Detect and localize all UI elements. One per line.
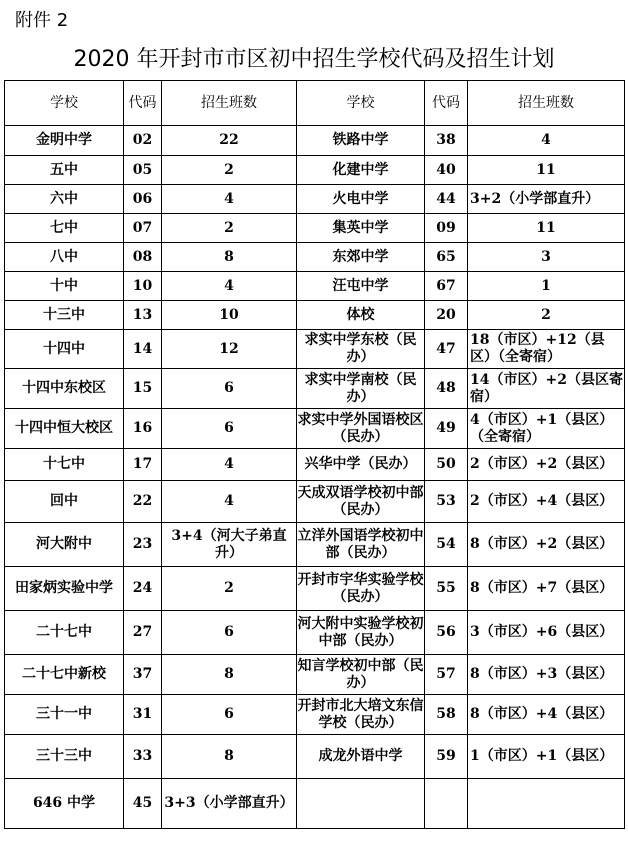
plan-cell: 2 <box>162 214 297 243</box>
code-cell: 02 <box>124 126 162 156</box>
school-cell: 河大附中 <box>5 523 124 567</box>
table-row <box>5 369 625 409</box>
plan-cell: 4 <box>162 449 297 481</box>
code-cell: 55 <box>425 567 468 611</box>
plan-cell: 6 <box>162 409 297 449</box>
code-cell: 47 <box>425 330 468 369</box>
code-cell: 27 <box>124 611 162 655</box>
school-cell: 火电中学 <box>297 185 425 214</box>
code-cell: 67 <box>425 272 468 301</box>
plan-cell: 2（市区）+4（县区） <box>468 481 625 523</box>
table-row <box>5 695 625 735</box>
table-row <box>5 243 625 272</box>
code-cell: 44 <box>425 185 468 214</box>
school-cell: 五中 <box>5 156 124 185</box>
plan-cell: 6 <box>162 695 297 735</box>
school-cell: 回中 <box>5 481 124 523</box>
header-school-right: 学校 <box>297 81 425 126</box>
table-row <box>5 185 625 214</box>
header-code-right: 代码 <box>425 81 468 126</box>
school-cell: 十三中 <box>5 301 124 330</box>
code-cell: 33 <box>124 735 162 779</box>
plan-cell: 12 <box>162 330 297 369</box>
header-school-left: 学校 <box>5 81 124 126</box>
code-cell: 50 <box>425 449 468 481</box>
code-cell: 45 <box>124 779 162 829</box>
plan-cell: 8（市区）+2（县区） <box>468 523 625 567</box>
table-row <box>5 449 625 481</box>
code-cell <box>425 779 468 829</box>
table-row <box>5 779 625 829</box>
plan-cell: 4 <box>162 185 297 214</box>
school-cell: 金明中学 <box>5 126 124 156</box>
code-cell: 06 <box>124 185 162 214</box>
code-cell: 65 <box>425 243 468 272</box>
plan-cell: 3+4（河大子弟直升） <box>162 523 297 567</box>
plan-cell: 3+2（小学部直升） <box>468 185 625 214</box>
school-cell: 成龙外语中学 <box>297 735 425 779</box>
code-cell: 48 <box>425 369 468 409</box>
plan-cell: 4（市区）+1（县区）（全寄宿） <box>468 409 625 449</box>
table-row <box>5 156 625 185</box>
header-plan-left: 招生班数 <box>162 81 297 126</box>
plan-cell: 10 <box>162 301 297 330</box>
plan-cell: 8（市区）+3（县区） <box>468 655 625 695</box>
school-cell: 开封市宇华实验学校（民办） <box>297 567 425 611</box>
school-cell: 汪屯中学 <box>297 272 425 301</box>
code-cell: 53 <box>425 481 468 523</box>
code-cell: 22 <box>124 481 162 523</box>
plan-cell: 18（市区）+12（县区）（全寄宿） <box>468 330 625 369</box>
code-cell: 24 <box>124 567 162 611</box>
code-cell: 58 <box>425 695 468 735</box>
code-cell: 23 <box>124 523 162 567</box>
code-cell: 13 <box>124 301 162 330</box>
table-row <box>5 126 625 156</box>
school-cell: 六中 <box>5 185 124 214</box>
school-cell <box>297 779 425 829</box>
plan-cell: 1（市区）+1（县区） <box>468 735 625 779</box>
header-plan-right: 招生班数 <box>468 81 625 126</box>
code-cell: 54 <box>425 523 468 567</box>
code-cell: 37 <box>124 655 162 695</box>
plan-cell: 4 <box>162 272 297 301</box>
plan-cell: 3+3（小学部直升） <box>162 779 297 829</box>
code-cell: 14 <box>124 330 162 369</box>
plan-cell: 8 <box>162 243 297 272</box>
plan-cell: 8 <box>162 655 297 695</box>
code-cell: 10 <box>124 272 162 301</box>
school-cell: 集英中学 <box>297 214 425 243</box>
plan-cell: 8 <box>162 735 297 779</box>
school-cell: 十中 <box>5 272 124 301</box>
code-cell: 05 <box>124 156 162 185</box>
table-row <box>5 655 625 695</box>
code-cell: 08 <box>124 243 162 272</box>
plan-cell: 22 <box>162 126 297 156</box>
plan-cell: 8（市区）+4（县区） <box>468 695 625 735</box>
plan-cell: 2（市区）+2（县区） <box>468 449 625 481</box>
code-cell: 49 <box>425 409 468 449</box>
school-cell: 十四中恒大校区 <box>5 409 124 449</box>
code-cell: 57 <box>425 655 468 695</box>
table-row <box>5 567 625 611</box>
table-row <box>5 330 625 369</box>
school-cell: 田家炳实验中学 <box>5 567 124 611</box>
plan-cell: 14（市区）+2（县区寄宿） <box>468 369 625 409</box>
code-cell: 15 <box>124 369 162 409</box>
table-row <box>5 272 625 301</box>
plan-cell: 6 <box>162 369 297 409</box>
school-cell: 体校 <box>297 301 425 330</box>
table-row <box>5 301 625 330</box>
plan-cell: 6 <box>162 611 297 655</box>
table-row <box>5 735 625 779</box>
school-cell: 求实中学外国语校区（民办） <box>297 409 425 449</box>
school-cell: 三十三中 <box>5 735 124 779</box>
plan-cell: 3（市区）+6（县区） <box>468 611 625 655</box>
plan-cell: 11 <box>468 156 625 185</box>
school-cell: 铁路中学 <box>297 126 425 156</box>
school-cell: 兴华中学（民办） <box>297 449 425 481</box>
school-cell: 知言学校初中部（民办） <box>297 655 425 695</box>
school-cell: 十四中 <box>5 330 124 369</box>
plan-cell: 8（市区）+7（县区） <box>468 567 625 611</box>
plan-cell: 2 <box>162 156 297 185</box>
code-cell: 17 <box>124 449 162 481</box>
table-row <box>5 481 625 523</box>
code-cell: 09 <box>425 214 468 243</box>
table-row <box>5 611 625 655</box>
code-cell: 07 <box>124 214 162 243</box>
plan-cell: 2 <box>468 301 625 330</box>
code-cell: 59 <box>425 735 468 779</box>
code-cell: 40 <box>425 156 468 185</box>
code-cell: 20 <box>425 301 468 330</box>
school-cell: 646 中学 <box>5 779 124 829</box>
plan-cell: 4 <box>468 126 625 156</box>
table-row <box>5 214 625 243</box>
code-cell: 56 <box>425 611 468 655</box>
school-cell: 三十一中 <box>5 695 124 735</box>
school-cell: 东郊中学 <box>297 243 425 272</box>
code-cell: 16 <box>124 409 162 449</box>
header-code-left: 代码 <box>124 81 162 126</box>
school-cell: 天成双语学校初中部（民办） <box>297 481 425 523</box>
plan-cell: 11 <box>468 214 625 243</box>
attachment-label: 附件 2 <box>15 10 69 31</box>
table-row <box>5 409 625 449</box>
plan-cell: 2 <box>162 567 297 611</box>
table-row <box>5 523 625 567</box>
school-cell: 求实中学南校（民办） <box>297 369 425 409</box>
code-cell: 38 <box>425 126 468 156</box>
school-cell: 十七中 <box>5 449 124 481</box>
school-cell: 八中 <box>5 243 124 272</box>
plan-cell: 4 <box>162 481 297 523</box>
school-cell: 立洋外国语学校初中部（民办） <box>297 523 425 567</box>
school-plan-table <box>4 80 625 829</box>
document-title: 2020 年开封市市区初中招生学校代码及招生计划 <box>73 47 555 72</box>
school-cell: 二十七中 <box>5 611 124 655</box>
school-cell: 求实中学东校（民办） <box>297 330 425 369</box>
school-cell: 开封市北大培文东信学校（民办） <box>297 695 425 735</box>
school-cell: 七中 <box>5 214 124 243</box>
plan-cell: 3 <box>468 243 625 272</box>
plan-cell <box>468 779 625 829</box>
school-cell: 十四中东校区 <box>5 369 124 409</box>
school-cell: 二十七中新校 <box>5 655 124 695</box>
code-cell: 31 <box>124 695 162 735</box>
plan-cell: 1 <box>468 272 625 301</box>
school-cell: 化建中学 <box>297 156 425 185</box>
table-header-row <box>5 81 625 126</box>
school-cell: 河大附中实验学校初中部（民办） <box>297 611 425 655</box>
